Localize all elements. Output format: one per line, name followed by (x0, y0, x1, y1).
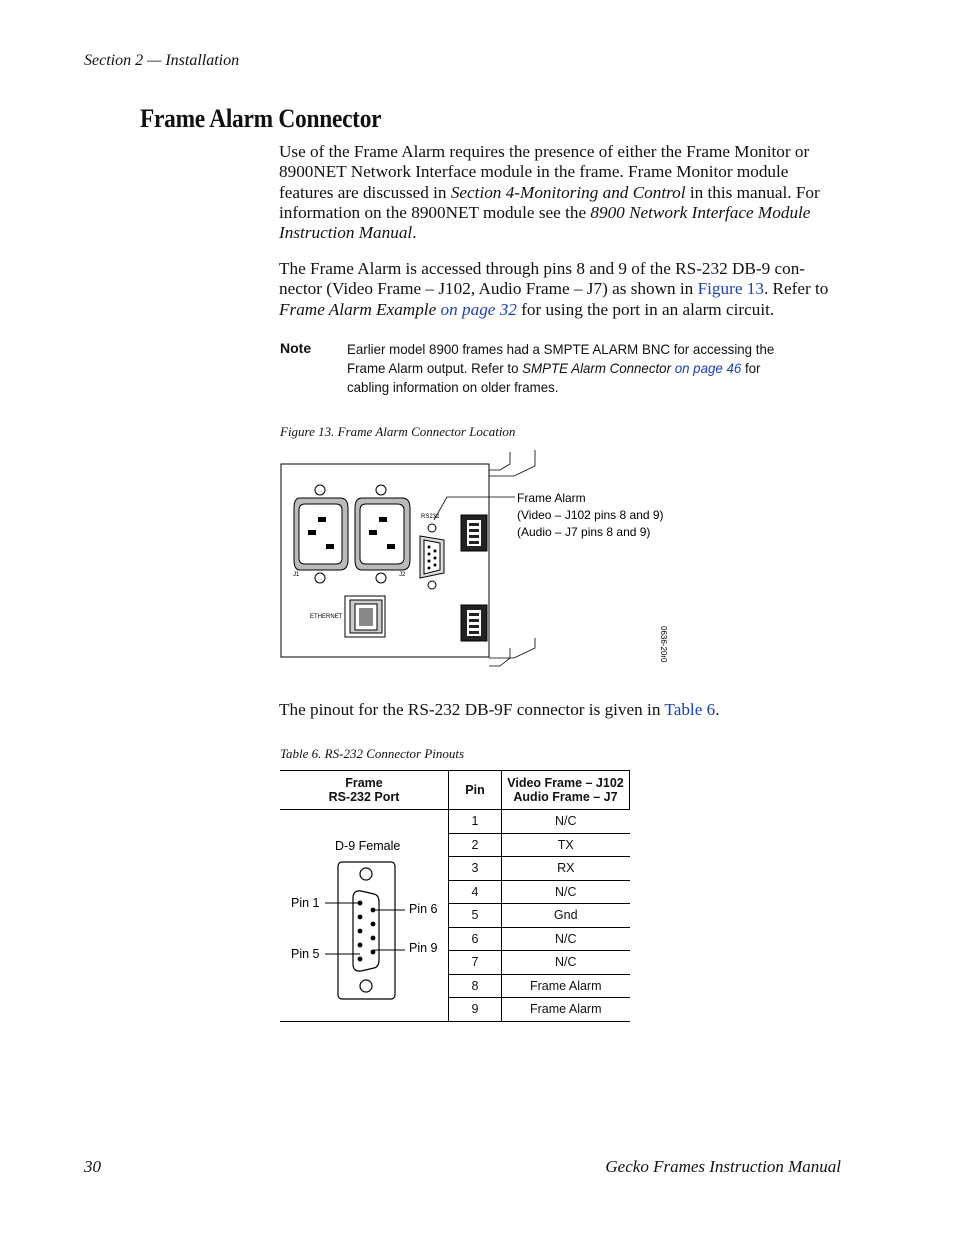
page-46-link[interactable]: on page 46 (670, 360, 742, 376)
signal-cell: RX (502, 857, 630, 881)
figure-caption: Figure 13. Frame Alarm Connector Location (280, 424, 516, 439)
signal-cell: Frame Alarm (502, 998, 630, 1022)
text: for using the port in an alarm circuit. (516, 299, 775, 319)
rs232-db9-connector (420, 524, 444, 589)
callout-title: Frame Alarm (517, 491, 586, 505)
pin-cell: 9 (449, 998, 502, 1022)
break-line-bottom (489, 638, 535, 658)
manual-reference: 8900 Network Interface Module Instruction Manual (279, 202, 811, 243)
header-port-line1: Frame (345, 776, 383, 790)
header-signal-line1: Video Frame – J102 (507, 776, 624, 790)
d9-title: D-9 Female (335, 839, 401, 854)
page-32-link[interactable]: on page 32 (436, 299, 517, 319)
figure-13-link[interactable]: Figure 13 (697, 279, 764, 299)
power-connector-j1 (294, 485, 348, 583)
pinout-paragraph (279, 700, 845, 720)
pin-cell: 8 (449, 974, 502, 998)
ethernet-jack (345, 596, 385, 637)
rs232-label: RS232 (421, 514, 440, 520)
pin-cell: 6 (449, 927, 502, 951)
access-paragraph (279, 259, 845, 320)
pin9-label: Pin 9 (409, 941, 438, 956)
callout-audio: (Audio – J7 pins 8 and 9) (517, 525, 651, 539)
example-reference: Frame Alarm Example (279, 299, 437, 319)
header-port-line2: RS-232 Port (328, 790, 400, 804)
text: in this manual. For information on the 8900NET module see the (279, 182, 820, 222)
db9-diagram-cell (280, 810, 449, 1022)
ethernet-label: ETHERNET (310, 614, 343, 620)
modular-jack-top (461, 515, 487, 551)
header-port (280, 771, 449, 810)
text: . (412, 223, 417, 243)
break-line-top (489, 452, 510, 470)
signal-cell: Frame Alarm (502, 974, 630, 998)
table-row (280, 810, 630, 834)
pin-cell: 5 (449, 904, 502, 928)
text: The pinout for the RS-232 DB-9F connector is given in (279, 700, 665, 719)
pin6-label: Pin 6 (409, 902, 438, 917)
signal-cell: Gnd (502, 904, 630, 928)
figure-code: 0636-20r0 (659, 626, 668, 663)
modular-jack-bottom (461, 605, 487, 641)
text: . Refer to (763, 279, 829, 299)
callout-video: (Video – J102 pins 8 and 9) (517, 508, 664, 522)
d9-screw-top (360, 868, 372, 880)
page-number: 30 (84, 1157, 101, 1176)
pin-cell: 3 (449, 857, 502, 881)
smpte-reference: SMPTE Alarm Connector (522, 360, 671, 376)
signal-cell: N/C (502, 880, 630, 904)
intro-paragraph (279, 142, 845, 243)
header-signal-line2: Audio Frame – J7 (513, 790, 618, 804)
d9-screw-bottom (360, 980, 372, 992)
running-header: Section 2 — Installation (84, 52, 240, 69)
signal-cell: N/C (502, 810, 630, 834)
manual-title: Gecko Frames Instruction Manual (605, 1157, 841, 1176)
pin5-label: Pin 5 (291, 947, 320, 962)
text: for cabling information on older frames. (347, 360, 761, 395)
header-signal (502, 771, 630, 810)
pin1-label: Pin 1 (291, 896, 320, 911)
signal-cell: N/C (502, 927, 630, 951)
note-label: Note (280, 340, 312, 356)
text: . (715, 700, 720, 719)
j1-label: J1 (293, 572, 300, 578)
pin-cell: 1 (449, 810, 502, 834)
pinout-table (280, 770, 630, 1022)
power-connector-j2 (355, 485, 410, 583)
table-header-row (280, 771, 630, 810)
signal-cell: TX (502, 833, 630, 857)
pin-cell: 2 (449, 833, 502, 857)
header-pin: Pin (449, 771, 502, 810)
j2-label: J2 (399, 572, 406, 578)
frame-alarm-figure (278, 448, 698, 676)
table-6-link[interactable]: Table 6 (664, 700, 716, 719)
text: Use of the Frame Alarm requires the presence of either the Frame Monitor or 8900NET Network Interface module in the frame. Frame Monitor module features are discussed in (279, 142, 810, 202)
section-title: Frame Alarm Connector (140, 104, 382, 133)
section-reference: Section 4-Monitoring and Control (450, 182, 686, 202)
text: Earlier model 8900 frames had a SMPTE ALARM BNC for accessing the Frame Alarm output. Refer to (347, 341, 775, 376)
table-caption: Table 6. RS-232 Connector Pinouts (280, 746, 465, 761)
db9-female-diagram (280, 810, 448, 1020)
note-text (347, 340, 803, 397)
pin-cell: 7 (449, 951, 502, 975)
signal-cell: N/C (502, 951, 630, 975)
pin-cell: 4 (449, 880, 502, 904)
text: The Frame Alarm is accessed through pins 8 and 9 of the RS-232 DB-9 con-nector (Video Frame – J102, Audio Frame – J7) as shown in (279, 259, 806, 299)
